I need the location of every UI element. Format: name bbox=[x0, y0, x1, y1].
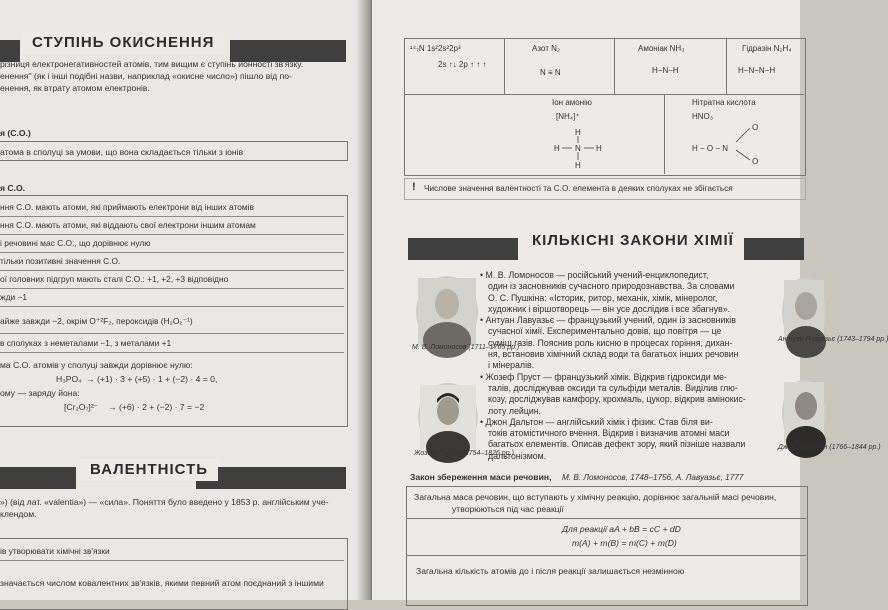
svg-text:O: O bbox=[752, 157, 759, 166]
laws-heading: КІЛЬКІСНІ ЗАКОНИ ХІМІЇ bbox=[522, 230, 744, 252]
exclamation-icon: ! bbox=[412, 181, 416, 193]
rule-row: ння С.О. мають атоми, які приймають електрони від інших атомів bbox=[0, 199, 344, 217]
acid-formula: HNO₃ bbox=[692, 112, 714, 121]
bullet-line: ня, встановив хімічний склад води та багатьох інших речовин bbox=[488, 349, 739, 360]
bullet-line: козу, досліджував камфору, крохмаль, цукор, відкрив амінокис- bbox=[488, 394, 746, 405]
intro-line: енення" (як і інші подібні назви, наприклад «окисне число») пішло від по- bbox=[0, 71, 292, 81]
heading-bar bbox=[0, 467, 76, 489]
portrait-caption: Антуан Лавуазьє (1743–1794 рр.) bbox=[778, 336, 888, 343]
heading-bar bbox=[196, 467, 346, 489]
reaction-label: Для реакції aA + bB = cC + dD bbox=[562, 524, 681, 534]
portrait-caption: Жозеф Пруст (1754–1826 рр.) bbox=[414, 450, 514, 457]
bullet-line: і мінералів. bbox=[488, 360, 535, 371]
so-label: я (С.О.) bbox=[0, 128, 31, 138]
valence-row: значається числом ковалентних зв'язків, якими певний атом поєднаний з іншими bbox=[0, 578, 324, 588]
acid-bonds bbox=[732, 118, 772, 168]
oxidation-heading: СТУПІНЬ ОКИСНЕННЯ bbox=[22, 32, 224, 54]
bullet-line: суміш газів. Пояснив роль кисню в процесах горіння, дихан- bbox=[488, 337, 733, 348]
nh3-formula: H−N−H bbox=[652, 66, 679, 75]
lomonosov-portrait bbox=[416, 276, 478, 348]
law-statement: утворюються під час реакції bbox=[452, 504, 564, 514]
ammonium-title: Іон амонію bbox=[552, 98, 592, 107]
column-title: Азот N₂ bbox=[532, 44, 560, 53]
electron-config: ¹⁴₇N 1s²2s²2p³ bbox=[410, 44, 461, 53]
law-title: Закон збереження маси речовин, bbox=[410, 472, 552, 482]
bullet-line: токів атомістичного вчення. Відкрив і визначив атомні маси bbox=[488, 428, 730, 439]
svg-text:N: N bbox=[575, 144, 581, 153]
column-title: Амоніак NH₃ bbox=[638, 44, 685, 53]
bullet-line: Антуан Лавуазьє — французький учений, один із засновників bbox=[485, 315, 736, 326]
bullet-line: талів, досліджував оксиди та сульфіди металів. Виділив глю- bbox=[488, 382, 738, 393]
svg-text:H: H bbox=[575, 161, 581, 170]
portrait-caption: Джон Дальтон (1766–1844 рр.) bbox=[778, 444, 881, 451]
dalton-portrait bbox=[782, 380, 826, 446]
ammonium-formula: [NH₄]⁺ bbox=[556, 112, 580, 121]
proust-portrait bbox=[418, 383, 478, 451]
valence-heading: ВАЛЕНТНІСТЬ bbox=[80, 459, 218, 481]
bullet-line: багатьох елементів. Описав дефект зору, який пізніше назвали bbox=[488, 439, 746, 450]
so-definition: атома в сполуці за умови, що вона складається тільки з іонів bbox=[0, 147, 244, 157]
law-statement: Загальна маса речовин, що вступають у хімічну реакцію, дорівнює загальній масі речовин, bbox=[414, 492, 777, 502]
bullet-text: • М. В. Ломоносов — російський учений-енциклопедист, один із засновників сучасного природознавства. За словами О. С. Пушкіна: «Історик, ритор, механік, хімік, мінеролог, художник і віршотворець — він усе дослідив і все збагнув». • Антуан Лавуазьє — французький учений, один із засновників сучасної хімії. Експериментально довів, що повітря — це суміш газів. Пояснив роль кисню в процесах горіння, дихан- ня, встановив хімічний склад води та багатьох інших речовин і мінералів. • Жозеф Пруст — французький хімік. Відкрив гідроксиди ме- талів, досліджував оксиди та сульфіди металів. Виділив глю- козу, досліджував камфору, крохмаль, цукор, відкрив амінокис- лоту лейцин. • Джон Дальтон — англійський хімік і фізик. Став біля ви- токів атомістичного вчення. Відкрив і визначив атомні маси багатьох елементів. Описав дефект зору, який пізніше назвали дальтонізмом. bbox=[480, 270, 746, 461]
sum-rule: ма С.О. атомів у сполуці завжди дорівнює нулю: bbox=[0, 360, 193, 370]
intro-line: різниця електронегативностей атомів, тим вищим є ступінь йонності зв'язку. bbox=[0, 59, 304, 69]
so-subheading: я С.О. bbox=[0, 183, 26, 193]
rule-row: жди −1 bbox=[0, 289, 344, 307]
svg-text:H: H bbox=[596, 144, 602, 153]
bullet-line: О. С. Пушкіна: «Історик, ритор, механік, хімік, мінеролог, bbox=[488, 292, 718, 303]
rule-row: тільки позитивні значення С.О. bbox=[0, 253, 344, 271]
intro-line: енення, як втрату атомом електронів. bbox=[0, 83, 150, 93]
example2-calc: → (+6) · 2 + (−2) · 7 = −2 bbox=[108, 402, 205, 412]
acid-title: Нітратна кислота bbox=[692, 98, 756, 107]
reaction-mass: m(A) + m(B) = m(C) + m(D) bbox=[572, 538, 677, 548]
bullet-line: художник і віршотворець — він усе дослідив і все збагнув». bbox=[488, 303, 731, 314]
law-statement: Загальна кількість атомів до і після реакції залишається незмінною bbox=[416, 566, 685, 576]
bullet-line: сучасної хімії. Експериментально довів, що повітря — це bbox=[488, 326, 722, 337]
n2h4-formula: H−N−N−H bbox=[738, 66, 776, 75]
bullet-line: лоту лейцин. bbox=[488, 405, 542, 416]
heading-bar bbox=[744, 238, 804, 260]
heading-bar bbox=[408, 238, 518, 260]
example1-calc: → (+1) · 3 + (+5) · 1 + (−2) · 4 = 0, bbox=[86, 374, 218, 384]
portrait-caption: М. В. Ломоносов (1711–1765 рр.) bbox=[412, 344, 520, 351]
svg-text:O: O bbox=[752, 123, 759, 132]
right-page bbox=[372, 0, 888, 600]
example2-formula: [Cr₂O₇]²⁻ bbox=[64, 402, 99, 412]
rule-row: ння С.О. мають атоми, які віддають свої електрони іншим атомам bbox=[0, 217, 344, 235]
acid-structure: H − O − N bbox=[692, 144, 729, 153]
orbital-diagram: 2s ↑↓ 2p ↑ ↑ ↑ bbox=[438, 60, 487, 69]
svg-text:H: H bbox=[554, 144, 560, 153]
bullet-line: один із засновників сучасного природознавства. За словами bbox=[488, 281, 735, 292]
example1-formula: H₃PO₄ bbox=[56, 374, 82, 384]
law-authors: М. В. Ломоносов, 1748–1756, А. Лавуазьє, 1777 bbox=[562, 473, 744, 482]
bullet-line: М. В. Ломоносов — російський учений-енциклопедист, bbox=[485, 270, 709, 280]
note-text: Числове значення валентності та С.О. елемента в деяких сполуках не збігається bbox=[424, 184, 733, 193]
bullet-line: Жозеф Пруст — французький хімік. Відкрив гідроксиди ме- bbox=[485, 371, 727, 382]
bullet-line: дальтонізмом. bbox=[488, 450, 547, 461]
rule-row: і речовині мас С.О., що дорівнює нулю bbox=[0, 235, 344, 253]
bullet-line: Джон Дальтон — англійський хімік і фізик. Став біля ви- bbox=[485, 416, 713, 427]
column-title: Гідразін N₂H₄ bbox=[742, 44, 792, 53]
valence-row: ів утворювати хімічні зв'язки bbox=[0, 543, 344, 561]
rule-row: в сполуках з неметалами −1, з металами +1 bbox=[0, 335, 344, 353]
valence-text: клендом. bbox=[0, 509, 37, 519]
valence-text: ») (від лат. «valentia») — «сила». Поняття було введено у 1853 р. англійським уче- bbox=[0, 497, 329, 507]
ammonium-structure bbox=[548, 128, 608, 170]
n2-formula: N ≡ N bbox=[540, 68, 561, 77]
ion-rule: ому — заряду йона: bbox=[0, 388, 80, 398]
left-page bbox=[0, 0, 398, 600]
rule-row: ої головних підгруп мають сталі С.О.: +1, +2, +3 відповідно bbox=[0, 271, 344, 289]
svg-text:H: H bbox=[575, 128, 581, 137]
rule-row: айже завжди −2, окрім O⁺²F₂, пероксидів (H₂O₂⁻¹) bbox=[0, 313, 344, 334]
